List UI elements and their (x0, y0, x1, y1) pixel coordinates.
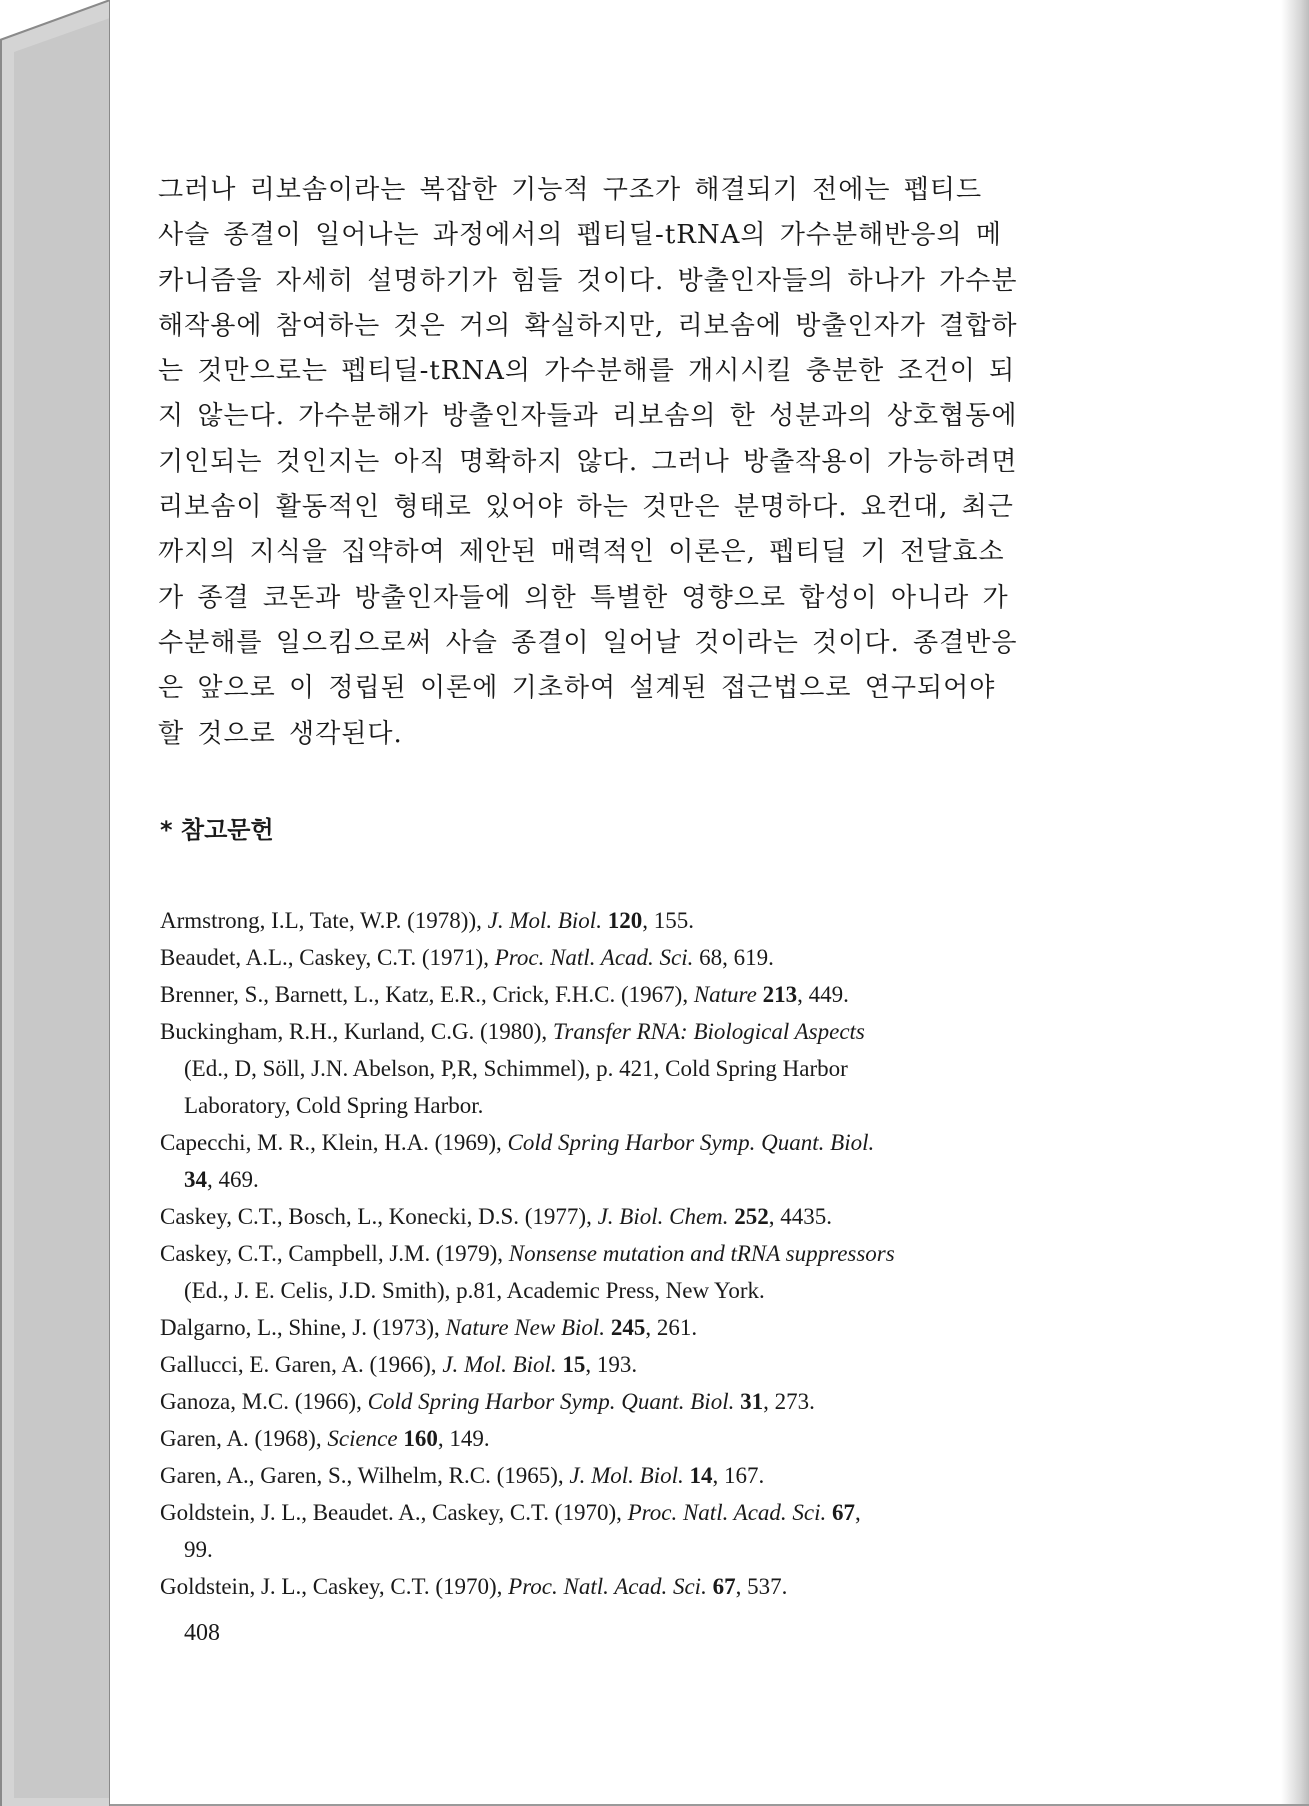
reference-ital: J. Mol. Biol. (487, 908, 602, 933)
body-line: 리보솜이 활동적인 형태로 있어야 하는 것만은 분명하다. 요컨대, 최근 (158, 492, 1014, 523)
page-number: 408 (184, 1620, 220, 1646)
body-line: 까지의 지식을 집약하여 제안된 매력적인 이론은, 펩티딜 기 전달효소 (158, 537, 1005, 568)
body-line: 수분해를 일으킴으로써 사슬 종결이 일어날 것이라는 것이다. 종결반응 (158, 627, 1018, 658)
reference-continuation (160, 1050, 1160, 1087)
reference-bold: 31 (740, 1389, 764, 1414)
reference-bold: 160 (403, 1426, 438, 1451)
reference-ital: Nonsense mutation and tRNA suppressors (508, 1241, 895, 1266)
body-line: 는 것만으로는 펩티딜-tRNA의 가수분해를 개시시킬 충분한 조건이 되 (158, 356, 1016, 387)
reference-ital: Proc. Natl. Acad. Sci. (494, 945, 694, 970)
reference-post: , (855, 1500, 861, 1525)
body-line: 해작용에 참여하는 것은 거의 확실하지만, 리보솜에 방출인자가 결합하 (158, 310, 1018, 341)
reference-pre: Garen, A. (1968), (160, 1426, 328, 1451)
reference-continuation (160, 1272, 1160, 1309)
reference-mid: 68, 619. (693, 945, 774, 970)
reference-entry (160, 1346, 1160, 1383)
body-line: 기인되는 것인지는 아직 명확하지 않다. 그러나 방출작용이 가능하려면 (158, 446, 1018, 477)
reference-entry (160, 902, 1160, 939)
body-line: 가 종결 코돈과 방출인자들에 의한 특별한 영향으로 합성이 아니라 가 (158, 582, 1009, 613)
reference-pre: Armstrong, I.L, Tate, W.P. (1978)), (160, 908, 488, 933)
reference-ital: J. Mol. Biol. (442, 1352, 557, 1377)
reference-entry (160, 1457, 1160, 1494)
reference-continuation (160, 1531, 1160, 1568)
references-heading: * 참고문헌 (160, 816, 274, 844)
reference-bold: 14 (689, 1463, 713, 1488)
reference-pre: Brenner, S., Barnett, L., Katz, E.R., Crick, F.H.C. (1967), (160, 982, 694, 1007)
reference-ital: Cold Spring Harbor Symp. Quant. Biol. (367, 1389, 735, 1414)
reference-post: , 4435. (768, 1204, 833, 1229)
body-paragraph (158, 168, 1154, 757)
reference-pre: Goldstein, J. L., Beaudet. A., Caskey, C.T. (1970), (160, 1500, 628, 1525)
reference-pre: Beaudet, A.L., Caskey, C.T. (1971), (160, 945, 495, 970)
reference-entry (160, 1235, 1160, 1272)
reference-post: , 193. (585, 1352, 638, 1377)
reference-pre: Caskey, C.T., Campbell, J.M. (1979), (160, 1241, 509, 1266)
reference-entry (160, 1013, 1160, 1050)
reference-post: , 469. (207, 1167, 259, 1192)
reference-pre: Ganoza, M.C. (1966), (160, 1389, 368, 1414)
book-spine (0, 0, 112, 1806)
reference-ital: J. Biol. Chem. (597, 1204, 729, 1229)
body-line: 사슬 종결이 일어나는 과정에서의 펩티딜-tRNA의 가수분해반응의 메 (158, 220, 1002, 251)
body-line: 할 것으로 생각된다. (158, 718, 403, 749)
reference-entry (160, 1383, 1160, 1420)
reference-bold: 67 (712, 1574, 736, 1599)
reference-pre: Capecchi, M. R., Klein, H.A. (1969), (160, 1130, 508, 1155)
reference-pre: Buckingham, R.H., Kurland, C.G. (1980), (160, 1019, 553, 1044)
reference-post: , 155. (642, 908, 694, 933)
reference-pre: Laboratory, Cold Spring Harbor. (184, 1093, 484, 1118)
reference-entry (160, 1198, 1160, 1235)
reference-continuation (160, 1087, 1160, 1124)
reference-pre: Caskey, C.T., Bosch, L., Konecki, D.S. (1977), (160, 1204, 598, 1229)
reference-entry (160, 1420, 1160, 1457)
book-edge-graphic (0, 0, 112, 1806)
reference-entry (160, 939, 1160, 976)
references-list (160, 902, 1160, 1605)
body-line: 그러나 리보솜이라는 복잡한 기능적 구조가 해결되기 전에는 펩티드 (158, 175, 983, 205)
reference-post: , 449. (797, 982, 849, 1007)
reference-ital: Transfer RNA: Biological Aspects (552, 1019, 865, 1044)
reference-entry (160, 1568, 1160, 1605)
reference-pre: (Ed., J. E. Celis, J.D. Smith), p.81, Academic Press, New York. (184, 1278, 765, 1303)
reference-bold: 120 (607, 908, 643, 933)
reference-ital: J. Mol. Biol. (569, 1463, 684, 1488)
reference-post: , 273. (763, 1389, 815, 1414)
reference-entry (160, 976, 1160, 1013)
body-line: 지 않는다. 가수분해가 방출인자들과 리보솜의 한 성분과의 상호협동에 (158, 401, 1018, 432)
reference-bold: 15 (562, 1352, 586, 1377)
reference-entry (160, 1494, 1160, 1531)
reference-pre: Gallucci, E. Garen, A. (1966), (160, 1352, 443, 1377)
reference-post: , 537. (735, 1574, 788, 1599)
reference-ital: Nature New Biol. (445, 1315, 606, 1340)
reference-pre: Goldstein, J. L., Caskey, C.T. (1970), (160, 1574, 509, 1599)
reference-bold: 34 (184, 1167, 207, 1192)
reference-bold: 213 (762, 982, 798, 1007)
reference-bold: 252 (734, 1204, 769, 1229)
reference-entry (160, 1124, 1160, 1161)
reference-bold: 67 (832, 1500, 856, 1525)
reference-ital: Cold Spring Harbor Symp. Quant. Biol. (507, 1130, 875, 1155)
page-right-shadow (1281, 0, 1309, 1806)
body-line: 카니즘을 자세히 설명하기가 힘들 것이다. 방출인자들의 하나가 가수분 (158, 265, 1018, 296)
reference-ital: Nature (693, 982, 757, 1007)
reference-bold: 245 (610, 1315, 646, 1340)
reference-ital: Proc. Natl. Acad. Sci. (627, 1500, 827, 1525)
reference-continuation (160, 1161, 1160, 1198)
reference-entry (160, 1309, 1160, 1346)
reference-post: , 167. (712, 1463, 765, 1488)
reference-pre: Garen, A., Garen, S., Wilhelm, R.C. (1965), (160, 1463, 570, 1488)
reference-ital: Science (327, 1426, 398, 1451)
reference-pre: Dalgarno, L., Shine, J. (1973), (160, 1315, 446, 1340)
reference-pre: 99. (184, 1537, 213, 1562)
reference-post: , 261. (645, 1315, 698, 1340)
body-line: 은 앞으로 이 정립된 이론에 기초하여 설계된 접근법으로 연구되어야 (158, 673, 996, 704)
reference-pre: (Ed., D, Söll, J.N. Abelson, P,R, Schimmel), p. 421, Cold Spring Harbor (184, 1056, 848, 1081)
reference-post: , 149. (437, 1426, 490, 1451)
reference-ital: Proc. Natl. Acad. Sci. (508, 1574, 707, 1599)
